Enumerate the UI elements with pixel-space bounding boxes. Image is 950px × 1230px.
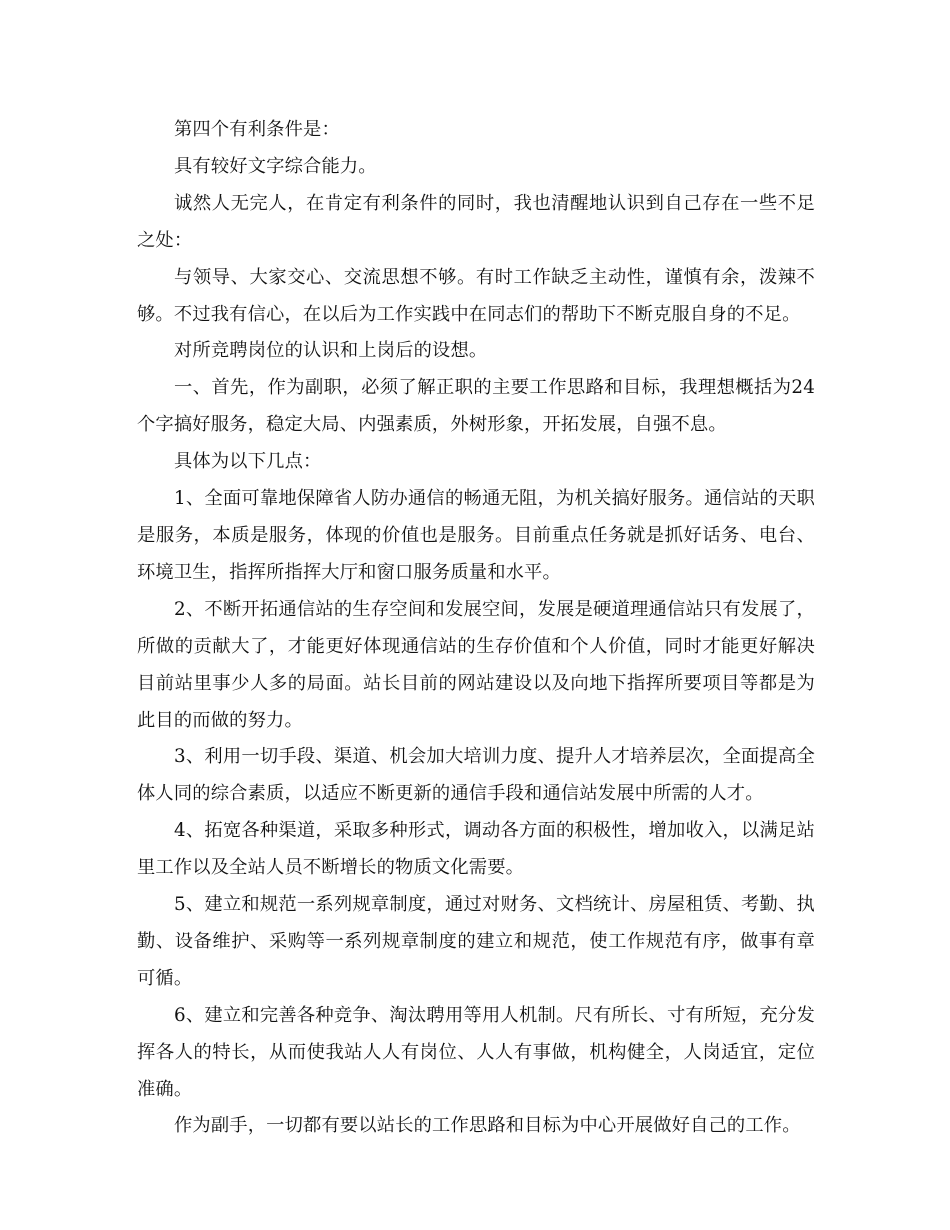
paragraph: 6、建立和完善各种竞争、淘汰聘用等用人机制。尺有所长、寸有所短，充分发挥各人的特长，从而使我站人人有岗位、人人有事做，机构健全，人岗适宜，定位准确。 xyxy=(137,1004,815,1100)
paragraph: 第四个有利条件是： xyxy=(174,119,340,140)
paragraph: 诚然人无完人，在肯定有利条件的同时，我也清醒地认识到自己存在一些不足之处： xyxy=(137,192,815,251)
document-body xyxy=(137,112,815,1145)
paragraph: 一、首先，作为副职，必须了解正职的主要工作思路和目标，我理想概括为24个字搞好服务，稳定大局、内强素质，外树形象，开拓发展，自强不息。 xyxy=(137,377,815,436)
paragraph: 具体为以下几点： xyxy=(174,451,322,473)
paragraph: 3、利用一切手段、渠道、机会加大培训力度、提升人才培养层次，全面提高全体人同的综合素质，以适应不断更新的通信手段和通信站发展中所需的人才。 xyxy=(137,746,815,805)
paragraph: 1、全面可靠地保障省人防办通信的畅通无阻，为机关搞好服务。通信站的天职是服务，本质是服务，体现的价值也是服务。目前重点任务就是抓好话务、电台、环境卫生，指挥所指挥大厅和窗口服务质量和水平。 xyxy=(137,488,815,583)
paragraph: 具有较好文字综合能力。 xyxy=(174,155,377,177)
paragraph: 作为副手，一切都有要以站长的工作思路和目标为中心开展做好自己的工作。 xyxy=(174,1115,801,1137)
paragraph: 2、不断开拓通信站的生存空间和发展空间，发展是硬道理通信站只有发展了，所做的贡献大了，才能更好体现通信站的生存价值和个人价值，同时才能更好解决目前站里事少人多的局面。站长目前的网站建设以及向地下指挥所要项目等都是为此目的而做的努力。 xyxy=(137,598,815,731)
paragraph: 5、建立和规范一系列规章制度，通过对财务、文档统计、房屋租赁、考勤、执勤、设备维护、采购等一系列规章制度的建立和规范，使工作规范有序，做事有章可循。 xyxy=(137,894,815,989)
paragraph: 与领导、大家交心、交流思想不够。有时工作缺乏主动性，谨慎有余，泼辣不够。不过我有信心，在以后为工作实践中在同志们的帮助下不断克服自身的不足。 xyxy=(137,266,815,325)
paragraph: 4、拓宽各种渠道，采取多种形式，调动各方面的积极性，增加收入，以满足站里工作以及全站人员不断增长的物质文化需要。 xyxy=(137,820,815,879)
paragraph: 对所竞聘岗位的认识和上岗后的设想。 xyxy=(174,340,488,362)
